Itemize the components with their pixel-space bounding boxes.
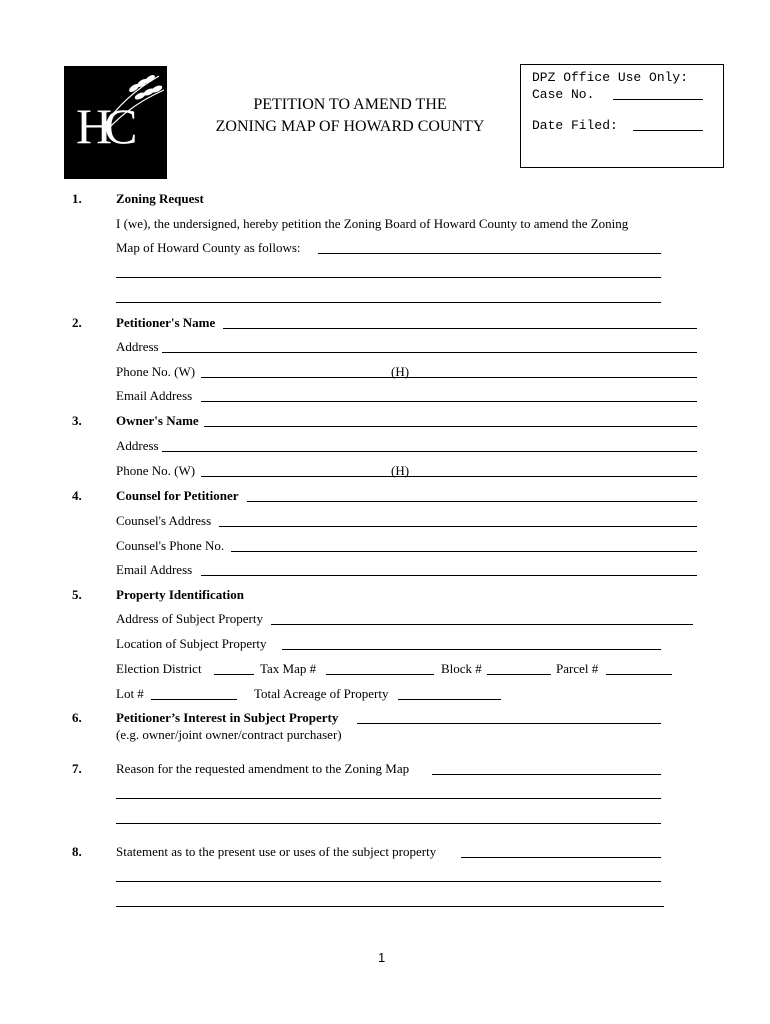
owner-address-label: Address — [116, 438, 159, 453]
zoning-request-field-3[interactable] — [116, 302, 661, 303]
amendment-reason-label: Reason for the requested amendment to the Zoning Map — [116, 761, 410, 776]
owner-phone-w-label: Phone No. (W) — [116, 463, 196, 478]
petitioner-interest-note: (e.g. owner/joint owner/contract purchaser) — [116, 727, 342, 742]
acreage-field[interactable] — [398, 699, 501, 700]
date-filed-label: Date Filed: — [532, 118, 618, 133]
case-no-field[interactable] — [613, 99, 703, 100]
property-address-field[interactable] — [271, 624, 693, 625]
counsel-email-field[interactable] — [201, 575, 697, 576]
petitioner-name-field[interactable] — [223, 328, 697, 329]
petitioner-name-label: Petitioner's Name — [116, 315, 216, 330]
petitioner-email-label: Email Address — [116, 388, 193, 403]
section-4-number: 4. — [72, 488, 82, 503]
block-label: Block # — [441, 661, 482, 676]
petitioner-email-field[interactable] — [201, 401, 697, 402]
amendment-reason-field-1[interactable] — [432, 774, 661, 775]
howard-county-logo — [64, 66, 167, 179]
present-use-label: Statement as to the present use or uses of the subject property — [116, 844, 437, 859]
section-1-title: Zoning Request — [116, 191, 204, 206]
petitioner-phone-w-label: Phone No. (W) — [116, 364, 196, 379]
petitioner-interest-label: Petitioner’s Interest in Subject Property — [116, 710, 339, 725]
counsel-phone-label: Counsel's Phone No. — [116, 538, 225, 553]
owner-phone-h-field[interactable] — [391, 476, 697, 477]
petitioner-phone-h-label: (H) — [391, 364, 410, 379]
parcel-label: Parcel # — [556, 661, 599, 676]
petitioner-phone-w-field[interactable] — [201, 377, 391, 378]
present-use-field-2[interactable] — [116, 881, 661, 882]
counsel-phone-field[interactable] — [231, 551, 697, 552]
present-use-field-1[interactable] — [461, 857, 661, 858]
tax-map-label: Tax Map # — [260, 661, 317, 676]
tax-map-field[interactable] — [326, 674, 434, 675]
case-no-label: Case No. — [532, 87, 595, 102]
counsel-email-label: Email Address — [116, 562, 193, 577]
office-use-heading: DPZ Office Use Only: — [532, 70, 689, 85]
owner-phone-w-field[interactable] — [201, 476, 391, 477]
counsel-address-label: Counsel's Address — [116, 513, 212, 528]
amendment-reason-field-3[interactable] — [116, 823, 661, 824]
property-identification-title: Property Identification — [116, 587, 244, 602]
lot-label: Lot # — [116, 686, 144, 701]
owner-address-field[interactable] — [162, 451, 697, 452]
date-filed-field[interactable] — [633, 130, 703, 131]
counsel-name-field[interactable] — [247, 501, 697, 502]
petitioner-address-label: Address — [116, 339, 159, 354]
property-location-field[interactable] — [282, 649, 661, 650]
office-use-box — [520, 64, 724, 168]
zoning-request-text: I (we), the undersigned, hereby petition the Zoning Board of Howard County to amend the Zoning — [116, 216, 629, 231]
petitioner-interest-field[interactable] — [357, 723, 661, 724]
property-address-label: Address of Subject Property — [116, 611, 263, 626]
petitioner-phone-h-field[interactable] — [391, 377, 697, 378]
counsel-address-field[interactable] — [219, 526, 697, 527]
present-use-field-3[interactable] — [116, 906, 664, 907]
logo-text: HC — [76, 98, 130, 154]
acreage-label: Total Acreage of Property — [254, 686, 389, 701]
page-title: PETITION TO AMEND THE ZONING MAP OF HOWARD COUNTY — [215, 96, 485, 135]
zoning-request-field-1[interactable] — [318, 253, 661, 254]
owner-name-label: Owner's Name — [116, 413, 199, 428]
section-2-number: 2. — [72, 315, 82, 330]
zoning-request-field-2[interactable] — [116, 277, 661, 278]
zoning-request-text-2: Map of Howard County as follows: — [116, 240, 301, 255]
parcel-field[interactable] — [606, 674, 672, 675]
owner-name-field[interactable] — [204, 426, 697, 427]
section-6-number: 6. — [72, 710, 82, 725]
election-district-label: Election District — [116, 661, 202, 676]
amendment-reason-field-2[interactable] — [116, 798, 661, 799]
block-field[interactable] — [487, 674, 551, 675]
section-5-number: 5. — [72, 587, 82, 602]
property-location-label: Location of Subject Property — [116, 636, 267, 651]
petitioner-address-field[interactable] — [162, 352, 697, 353]
page-number: 1 — [378, 950, 386, 965]
section-1-number: 1. — [72, 191, 82, 206]
section-7-number: 7. — [72, 761, 82, 776]
lot-field[interactable] — [151, 699, 237, 700]
section-3-number: 3. — [72, 413, 82, 428]
section-8-number: 8. — [72, 844, 82, 859]
counsel-label: Counsel for Petitioner — [116, 488, 239, 503]
election-district-field[interactable] — [214, 674, 254, 675]
owner-phone-h-label: (H) — [391, 463, 410, 478]
